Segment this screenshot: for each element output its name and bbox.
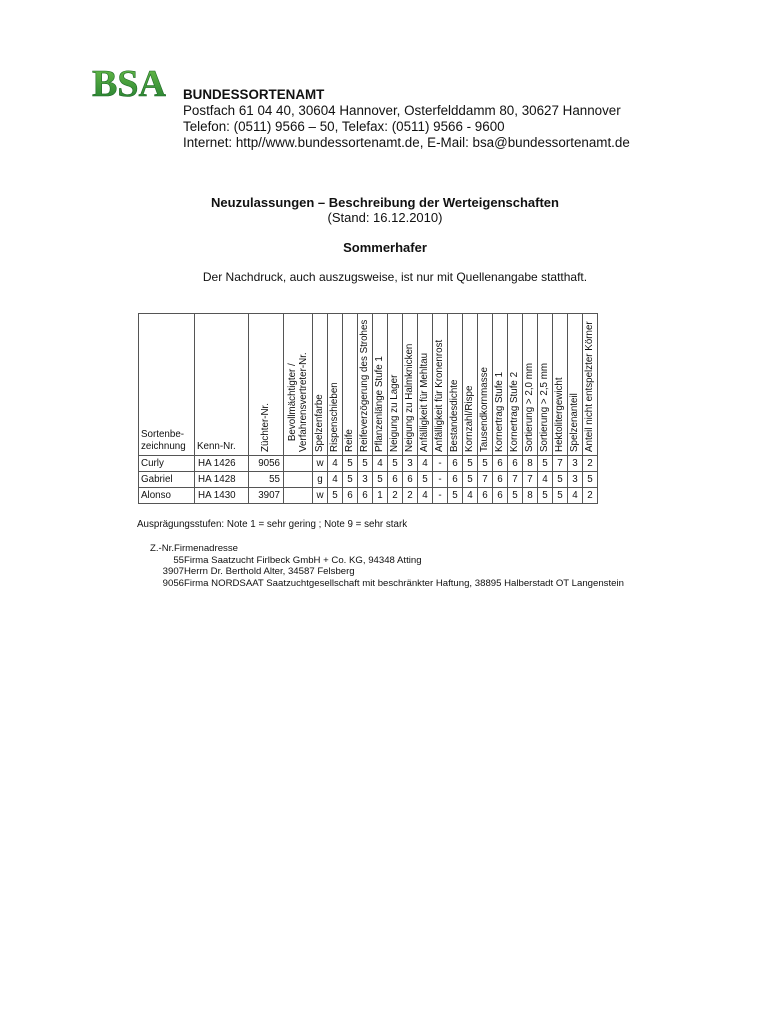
header-trait-label: Anfälligkeit für Mehltau (419, 352, 430, 452)
cell-trait-value: 6 (493, 488, 508, 504)
header-trait-label: Neigung zu Halmknicken (404, 343, 415, 452)
header-trait (343, 314, 358, 456)
table-row (139, 488, 598, 504)
header-trait-label: Pflanzenlänge Stufe 1 (374, 356, 385, 452)
cell-trait-value: 5 (538, 488, 553, 504)
header-trait-label: Kornertrag Stufe 2 (509, 371, 520, 452)
cell-bevollmaechtigter (284, 488, 313, 504)
cell-trait-value: 2 (388, 488, 403, 504)
cell-bevollmaechtigter (284, 456, 313, 472)
document-date: (Stand: 16.12.2010) (327, 210, 443, 225)
cell-trait-value: 6 (448, 456, 463, 472)
org-name: BUNDESSORTENAMT (183, 87, 325, 102)
header-trait (418, 314, 433, 456)
header-trait (358, 314, 373, 456)
org-phone: Telefon: (0511) 9566 – 50, Telefax: (0511) 9566 - 9600 (183, 119, 505, 134)
cell-trait-value: 7 (553, 456, 568, 472)
header-bevollmaechtigter (284, 314, 313, 456)
document-title: Neuzulassungen – Beschreibung der Werteigenschaften (211, 195, 559, 210)
header-trait-label: Anteil nicht entspelzter Körner (584, 321, 595, 452)
cell-trait-value: 5 (508, 488, 523, 504)
cell-kenn-nr: HA 1428 (195, 472, 249, 488)
header-trait (553, 314, 568, 456)
header-sortenbezeichnung (139, 314, 195, 456)
org-header (183, 87, 630, 151)
header-trait (583, 314, 598, 456)
cell-bevollmaechtigter (284, 472, 313, 488)
header-trait-label: Neigung zu Lager (389, 374, 400, 452)
legend-header: Z.-Nr.Firmenadresse (150, 543, 238, 554)
cell-trait-value: g (313, 472, 328, 488)
cell-zuechter-nr: 3907 (249, 488, 284, 504)
legend-breeder-address: Herrn Dr. Berthold Alter, 34587 Felsberg (184, 566, 355, 577)
variety-table (138, 313, 598, 504)
header-trait-label: Sortierung > 2,0 mm (524, 362, 535, 452)
legend-row (150, 566, 624, 578)
header-kenn-text: Kenn-Nr. (197, 441, 236, 452)
header-trait-label: Reifeverzögerung des Strohes (359, 319, 370, 452)
cell-trait-value: 5 (418, 472, 433, 488)
header-trait (493, 314, 508, 456)
cell-trait-value: 2 (583, 456, 598, 472)
table-row (139, 456, 598, 472)
cell-trait-value: - (433, 456, 448, 472)
org-address: Postfach 61 04 40, 30604 Hannover, Osterfelddamm 80, 30627 Hannover (183, 103, 621, 118)
header-trait (448, 314, 463, 456)
header-trait (328, 314, 343, 456)
header-trait (538, 314, 553, 456)
cell-sortenbezeichnung: Gabriel (139, 472, 195, 488)
cell-trait-value: 5 (553, 472, 568, 488)
header-trait (373, 314, 388, 456)
cell-trait-value: 4 (568, 488, 583, 504)
cell-kenn-nr: HA 1426 (195, 456, 249, 472)
header-trait-label: Reife (344, 429, 355, 452)
cell-trait-value: 5 (343, 472, 358, 488)
header-kenn-nr (195, 314, 249, 456)
header-trait-label: Kornzahl/Rispe (464, 385, 475, 452)
header-sortenbe-text: Sortenbe- (141, 429, 185, 440)
cell-trait-value: - (433, 488, 448, 504)
header-bev-line1: Bevollmächtigter / (287, 363, 298, 442)
header-trait (568, 314, 583, 456)
cell-trait-value: 8 (523, 456, 538, 472)
cell-zuechter-nr: 55 (249, 472, 284, 488)
header-trait-label: Tausendkornmasse (479, 367, 490, 452)
bsa-logo (92, 64, 170, 102)
cell-trait-value: 5 (448, 488, 463, 504)
legend-breeder-number: 3907 (162, 566, 184, 577)
cell-trait-value: 4 (538, 472, 553, 488)
cell-trait-value: 4 (463, 488, 478, 504)
cell-trait-value: 5 (328, 488, 343, 504)
header-trait (313, 314, 328, 456)
header-trait-label: Sortierung > 2,5 mm (539, 362, 550, 452)
cell-trait-value: 6 (478, 488, 493, 504)
breeder-legend (150, 543, 624, 589)
cell-trait-value: 6 (493, 472, 508, 488)
cell-trait-value: 6 (508, 456, 523, 472)
cell-trait-value: 7 (523, 472, 538, 488)
header-trait (388, 314, 403, 456)
cell-trait-value: 5 (463, 456, 478, 472)
header-trait-label: Kornertrag Stufe 1 (494, 371, 505, 452)
cell-trait-value: 5 (583, 472, 598, 488)
header-trait-label: Spelzenanteil (569, 393, 580, 452)
legend-breeder-address: Firma Saatzucht Firlbeck GmbH + Co. KG, 94348 Atting (184, 554, 422, 566)
legend-row (150, 555, 624, 567)
cell-sortenbezeichnung: Curly (139, 456, 195, 472)
legend-breeder-number: 9056 (162, 577, 184, 589)
cell-sortenbezeichnung: Alonso (139, 488, 195, 504)
cell-trait-value: 5 (553, 488, 568, 504)
cell-trait-value: 5 (538, 456, 553, 472)
cell-trait-value: 4 (418, 456, 433, 472)
cell-trait-value: 5 (478, 456, 493, 472)
legend-row (150, 578, 624, 590)
cell-trait-value: w (313, 456, 328, 472)
cell-trait-value: 6 (403, 472, 418, 488)
scale-note: Ausprägungsstufen: Note 1 = sehr gering ; Note 9 = sehr stark (137, 519, 408, 530)
header-bev-line2: Verfahrensvertreter-Nr. (298, 352, 309, 452)
cell-trait-value: 5 (463, 472, 478, 488)
header-trait (463, 314, 478, 456)
cell-trait-value: w (313, 488, 328, 504)
cell-trait-value: - (433, 472, 448, 488)
cell-trait-value: 4 (328, 456, 343, 472)
cell-trait-value: 4 (373, 456, 388, 472)
header-trait-label: Bestandesdichte (449, 379, 460, 452)
cell-trait-value: 5 (388, 456, 403, 472)
header-trait (508, 314, 523, 456)
legend-breeder-number: 55 (173, 554, 184, 566)
header-zeichnung-text: zeichnung (141, 441, 186, 452)
cell-zuechter-nr: 9056 (249, 456, 284, 472)
header-trait (478, 314, 493, 456)
cell-trait-value: 7 (478, 472, 493, 488)
copyright-notice: Der Nachdruck, auch auszugsweise, ist nur mit Quellenangabe statthaft. (202, 270, 588, 284)
cell-kenn-nr: HA 1430 (195, 488, 249, 504)
header-trait-label: Spelzenfarbe (314, 394, 325, 452)
org-internet: Internet: http//www.bundessortenamt.de, E-Mail: bsa@bundessortenamt.de (183, 135, 630, 150)
cell-trait-value: 5 (358, 456, 373, 472)
cell-trait-value: 6 (358, 488, 373, 504)
header-trait (403, 314, 418, 456)
cell-trait-value: 4 (328, 472, 343, 488)
legend-breeder-address: Firma NORDSAAT Saatzuchtgesellschaft mit beschränkter Haftung, 38895 Halberstadt OT Langenstein (184, 577, 624, 589)
header-zuechter-text: Züchter-Nr. (260, 403, 271, 452)
cell-trait-value: 4 (418, 488, 433, 504)
header-trait (523, 314, 538, 456)
svg-text:BSA: BSA (92, 64, 166, 102)
header-trait-label: Rispenschieben (329, 382, 340, 452)
cell-trait-value: 8 (523, 488, 538, 504)
cell-trait-value: 2 (583, 488, 598, 504)
header-trait-label: Hektolitergewicht (554, 377, 565, 452)
header-trait (433, 314, 448, 456)
cell-trait-value: 3 (358, 472, 373, 488)
cell-trait-value: 3 (568, 472, 583, 488)
cell-trait-value: 2 (403, 488, 418, 504)
table-body (139, 456, 598, 504)
cell-trait-value: 5 (373, 472, 388, 488)
header-zuechter-nr (249, 314, 284, 456)
crop-heading: Sommerhafer (343, 240, 427, 255)
table-row (139, 472, 598, 488)
header-trait-label: Anfälligkeit für Kronenrost (434, 339, 445, 452)
cell-trait-value: 7 (508, 472, 523, 488)
cell-trait-value: 6 (493, 456, 508, 472)
cell-trait-value: 3 (568, 456, 583, 472)
cell-trait-value: 3 (403, 456, 418, 472)
table-header-row (139, 314, 598, 456)
header-bev-text (287, 352, 309, 452)
cell-trait-value: 6 (343, 488, 358, 504)
cell-trait-value: 6 (448, 472, 463, 488)
cell-trait-value: 5 (343, 456, 358, 472)
cell-trait-value: 6 (388, 472, 403, 488)
cell-trait-value: 1 (373, 488, 388, 504)
